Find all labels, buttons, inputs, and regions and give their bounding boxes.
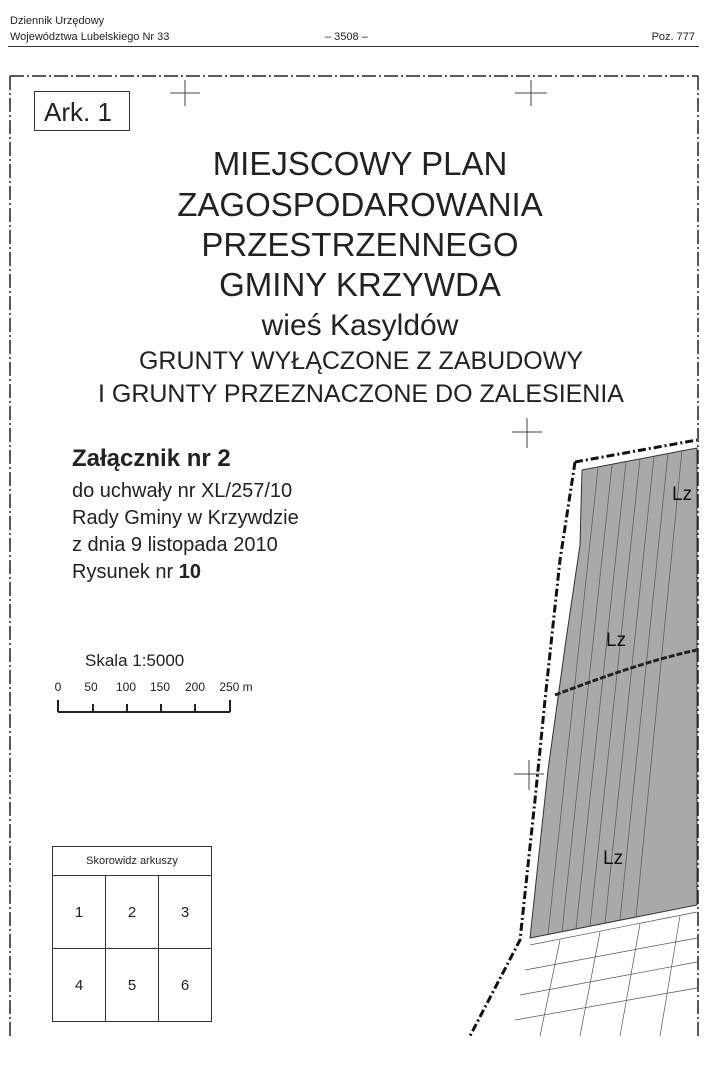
zone-symbol: Lz [672, 484, 693, 505]
scale-tick-label: 150 [149, 680, 171, 694]
scale-tick-label: 100 [115, 680, 137, 694]
attachment-line-4 [72, 559, 201, 585]
scale-tick-label: 250 m [219, 680, 253, 694]
attachment-line-3: z dnia 9 listopada 2010 [72, 534, 278, 556]
attachment-line-2: Rady Gminy w Krzywdzie [72, 507, 299, 529]
sheet-index-table [52, 846, 212, 1022]
sheet-index-cell: 6 [159, 949, 212, 1022]
subtitle-line-1: GRUNTY WYŁĄCZONE Z ZABUDOWY [138, 347, 583, 375]
attachment-heading: Załącznik nr 2 [72, 445, 231, 472]
sheet-index-title: Skorowidz arkuszy [53, 847, 212, 876]
sheet-index-cell: 2 [106, 876, 159, 949]
drawing-label: Rysunek nr [72, 561, 179, 583]
journal-name: Dziennik Urzędowy [10, 15, 105, 27]
scale-tick-label: 200 [184, 680, 206, 694]
scale-bar [58, 700, 230, 712]
sheet-index-cell: 4 [53, 949, 106, 1022]
position-number: Poz. 777 [651, 31, 695, 43]
title-village: wieś Kasyldów [261, 309, 459, 342]
title-line-3: PRZESTRZENNEGO [201, 226, 519, 263]
journal-issue: Województwa Lubelskiego Nr 33 [10, 31, 170, 43]
subtitle-line-2: I GRUNTY PRZEZNACZONE DO ZALESIENIA [97, 380, 624, 408]
title-line-2: ZAGOSPODAROWANIA [177, 186, 543, 223]
zone-symbol: Lz [603, 848, 624, 869]
drawing-number: 10 [178, 561, 201, 583]
sheet-index-cell: 5 [106, 949, 159, 1022]
title-line-1: MIEJSCOWY PLAN [212, 145, 508, 182]
scale-tick-label: 50 [84, 680, 98, 694]
title-line-4: GMINY KRZYWDA [219, 266, 501, 303]
attachment-line-1: do uchwały nr XL/257/10 [72, 480, 293, 502]
sheet-index-cell: 1 [53, 876, 106, 949]
zone-symbol: Lz [606, 630, 627, 651]
scale-tick-label: 0 [54, 680, 62, 694]
page-number: – 3508 – [325, 31, 368, 43]
sheet-index-cell: 3 [159, 876, 212, 949]
scale-label: Skala 1:5000 [85, 651, 185, 670]
sheet-label: Ark. 1 [44, 97, 112, 127]
